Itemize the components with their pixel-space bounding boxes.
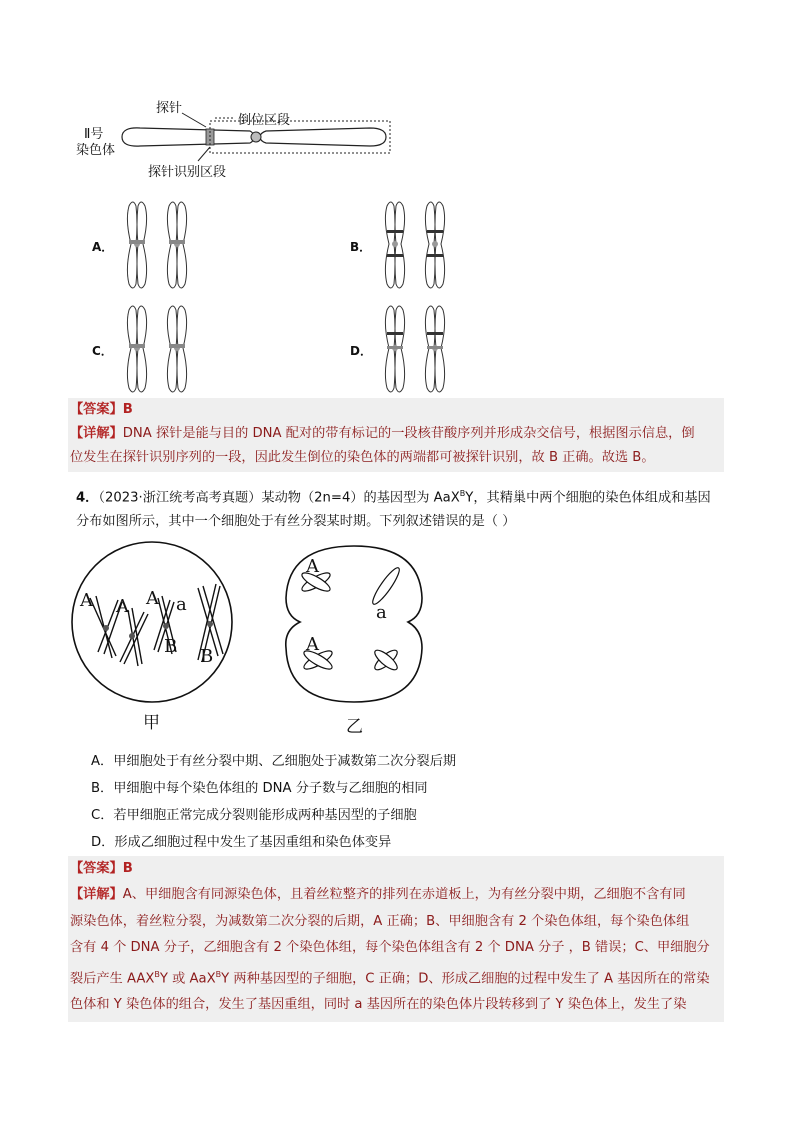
yi-gene-1: A bbox=[306, 556, 319, 577]
option-a-diagram bbox=[112, 198, 202, 290]
yi-gene-3: A bbox=[306, 634, 319, 655]
q3-answer: 【答案】B bbox=[70, 402, 133, 417]
chromosome-label-1: Ⅱ号 bbox=[84, 127, 104, 142]
option-b-diagram bbox=[370, 198, 460, 290]
cells-figure bbox=[68, 538, 448, 738]
option-a-letter: A． bbox=[92, 240, 114, 254]
cell-yi-caption: 乙 bbox=[346, 717, 363, 737]
q4-stem bbox=[76, 482, 716, 534]
jia-gene-5: B bbox=[164, 636, 178, 657]
q3-explanation-band bbox=[68, 398, 724, 472]
cell-jia-caption: 甲 bbox=[143, 713, 160, 733]
jia-gene-3: A bbox=[146, 588, 159, 609]
q3-detail-line1: 【详解】DNA 探针是能与目的 DNA 配对的带有标记的一段核苷酸序列并形成杂交信号，根据图示信息，倒 bbox=[70, 426, 695, 441]
q4-option-a: A．甲细胞处于有丝分裂中期、乙细胞处于减数第二次分裂后期 bbox=[91, 754, 457, 769]
q4-detail-line1: 【详解】A、甲细胞含有同源染色体，且着丝粒整齐的排列在赤道板上，为有丝分裂中期，乙细胞不含有同 bbox=[70, 887, 686, 903]
q4-explanation-band bbox=[68, 856, 724, 1022]
q4-detail-line4: 裂后产生 $AAX^BY$ 或 AaX$^B$Y 两种基因型的子细胞，C 正确；D、形成乙细胞的过程中发生了 A 基因所在的常染 bbox=[70, 969, 710, 987]
inversion-label: 倒位区段 bbox=[238, 113, 291, 128]
chromosome-figure bbox=[70, 95, 400, 185]
q4-detail-line5: 色体和 Y 染色体的组合，发生了基因重组，同时 a 基因所在的染色体片段转移到了 Y 染色体上，发生了染 bbox=[70, 997, 687, 1013]
probe-region-label: 探针识别区段 bbox=[148, 165, 227, 180]
q4-option-d: D．形成乙细胞过程中发生了基因重组和染色体变异 bbox=[91, 835, 392, 850]
q4-detail-line3: 含有 4 个 DNA 分子，乙细胞含有 2 个染色体组，每个染色体组含有 2 个 DNA 分子 ，B 错误；C、甲细胞分 bbox=[70, 940, 710, 956]
jia-gene-4: a bbox=[176, 594, 187, 615]
option-d-letter: D． bbox=[350, 344, 372, 358]
jia-gene-2: A bbox=[116, 596, 129, 617]
q4-detail-line2: 源染色体，着丝粒分裂，为减数第二次分裂的后期，A 正确；B、甲细胞含有 2 个染色体组，每个染色体组 bbox=[70, 913, 690, 929]
q4-option-c: C．若甲细胞正常完成分裂则能形成两种基因型的子细胞 bbox=[91, 808, 417, 823]
yi-gene-2: a bbox=[376, 602, 387, 623]
option-b-letter: B． bbox=[350, 240, 372, 254]
option-c-diagram bbox=[112, 302, 202, 394]
chromosome-diagram bbox=[70, 95, 400, 185]
jia-gene-6: B bbox=[200, 646, 214, 667]
jia-gene-1: A bbox=[80, 590, 93, 611]
q4-stem-line2: 分布如图所示，其中一个细胞处于有丝分裂某时期。下列叙述错误的是（ ） bbox=[76, 514, 516, 530]
probe-label: 探针 bbox=[156, 101, 183, 116]
option-d-diagram bbox=[370, 302, 460, 394]
option-c-letter: C． bbox=[92, 344, 113, 358]
q4-stem-line1: 4．（2023·浙江统考高考真题）某动物（2n=4）的基因型为 AaX$^B$Y，其精巢中两个细胞的染色体组成和基因 bbox=[76, 489, 711, 506]
q4-option-b: B．甲细胞中每个染色体组的 DNA 分子数与乙细胞的相同 bbox=[91, 781, 428, 796]
chromosome-label-2: 染色体 bbox=[76, 143, 116, 158]
q4-answer: 【答案】B bbox=[70, 861, 133, 876]
q3-detail-line2: 位发生在探针识别序列的一段，因此发生倒位的染色体的两端都可被探针识别，故 B 正确。故选 B。 bbox=[70, 450, 655, 465]
